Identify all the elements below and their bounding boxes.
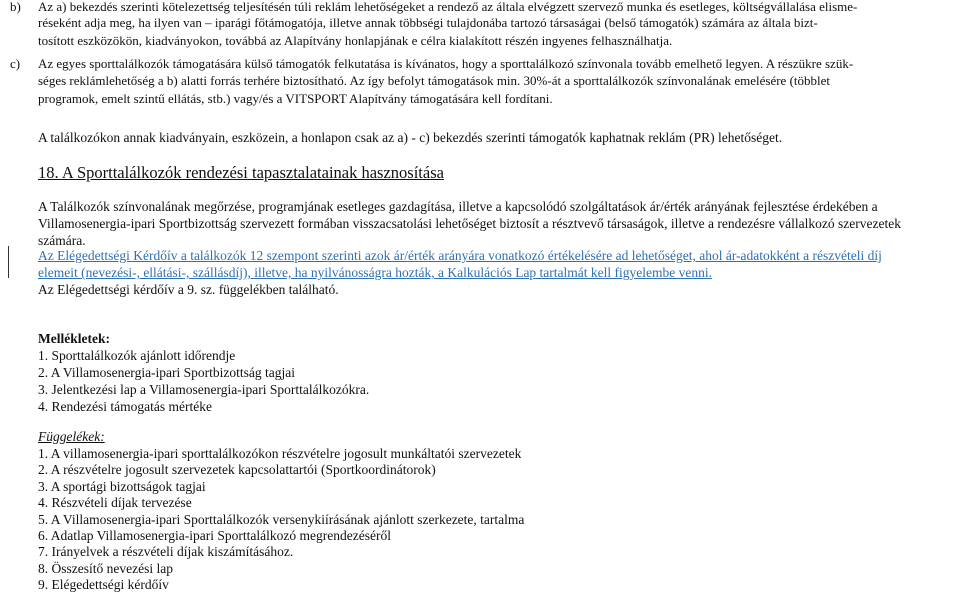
appendix-item-6: 6. Adatlap Villamosenergia-ipari Sporttalálkozó megrendezéséről	[38, 528, 391, 543]
attachment-item-4: 4. Rendezési támogatás mértéke	[38, 399, 212, 414]
section-heading: 18. A Sporttalálkozók rendezési tapasztalatainak hasznosítása	[38, 163, 444, 182]
section-body-line-3: számára.	[38, 233, 86, 248]
item-b-line-2: réseként adja meg, ha ilyen van – iparági főtámogatója, illetve annak többségi tulajdonába tartozó társaságai (belső támogatók) számára az általa bizt-	[38, 15, 818, 30]
appendix-item-3: 3. A sportági bizottságok tagjai	[38, 478, 206, 494]
survey-link-line-1[interactable]: Az Elégedettségi Kérdőív a találkozók 12 szempont szerinti azok ár/érték arányára vonatkozó értékelésére ad lehetőséget, ahol ár-adatokként a részvételi díj	[38, 248, 882, 263]
appendix-item-8: 8. Összesítő nevezési lap	[38, 560, 173, 576]
revision-bar	[8, 246, 9, 278]
item-c-label: c)	[10, 56, 21, 71]
survey-link-line-2[interactable]: elemeit (nevezési-, ellátási-, szállásdíj), illetve, ha nyilvánosságra hozták, a Kalkulációs Lap tartalmát kell figyelembe venni.	[38, 265, 712, 280]
item-c-line-1: Az egyes sporttalálkozók támogatására külső támogatók felkutatása is kívánatos, hogy a sporttalálkozó színvonala tovább emelhető legyen. A részükre szük-	[38, 56, 854, 71]
item-c-line-2: séges reklámlehetőség a b) alatti forrás terhére biztosítható. Az így befolyt támogatások min. 30%-át a sporttalálkozók színvonalának emelésére (többlet	[38, 73, 831, 88]
appendix-note: Az Elégedettségi kérdőív a 9. sz. függelékben található.	[38, 282, 339, 297]
pr-note: A találkozókon annak kiadványain, eszközein, a honlapon csak az a) - c) bekezdés szerinti támogatók kaphatnak reklám (PR) lehetőséget.	[38, 130, 783, 145]
appendix-item-9: 9. Elégedettségi kérdőív	[38, 577, 169, 593]
item-b-line-1: Az a) bekezdés szerinti kötelezettség teljesítésén túli reklám lehetőségeket a rendező az általa elvégzett szervező munka és esetleges, költségvállalása elisme-	[38, 0, 858, 14]
attachments-title: Mellékletek:	[38, 331, 110, 346]
appendix-item-7: 7. Irányelvek a részvételi díjak kiszámításához.	[38, 544, 294, 560]
attachment-item-3: 3. Jelentkezési lap a Villamosenergia-ipari Sporttalálkozókra.	[38, 382, 370, 397]
section-body-line-1: A Találkozók színvonalának megőrzése, programjának esetleges gazdagítása, illetve a kapcsolódó szolgáltatások ár/érték arányának fejlesztése érdekében a	[38, 199, 878, 214]
item-b-line-3: tosított eszközökön, kiadványokon, továbbá az Alapítvány honlapjának e célra kialakított részén ingyenes felhasználhatja.	[38, 33, 673, 48]
appendix-item-2: 2. A részvételre jogosult szervezetek kapcsolattartói (Sportkoordinátorok)	[38, 462, 436, 478]
item-b-label: b)	[10, 0, 21, 14]
section-body-line-2: Villamosenergia-ipari Sportbizottság szervezett formában visszacsatolási lehetőséget biztosít a résztvevő társaságok, illetve a rendezésre vállalkozó szervezetek	[38, 216, 901, 231]
attachment-item-1: 1. Sporttalálkozók ajánlott időrendje	[38, 348, 236, 363]
appendix-item-1: 1. A villamosenergia-ipari sporttalálkozókon részvételre jogosult munkáltatói szervezetek	[38, 446, 522, 461]
appendix-item-5: 5. A Villamosenergia-ipari Sporttalálkozók versenykiírásának ajánlott szerkezete, tartalma	[38, 511, 525, 527]
appendix-item-4: 4. Részvételi díjak tervezése	[38, 495, 192, 511]
item-c-line-3: programok, emelt szintű ellátás, stb.) vagy/és a VITSPORT Alapítvány támogatására kell fordítani.	[38, 91, 553, 106]
appendices-title: Függelékek:	[38, 429, 105, 444]
attachment-item-2: 2. A Villamosenergia-ipari Sportbizottság tagjai	[38, 365, 296, 380]
